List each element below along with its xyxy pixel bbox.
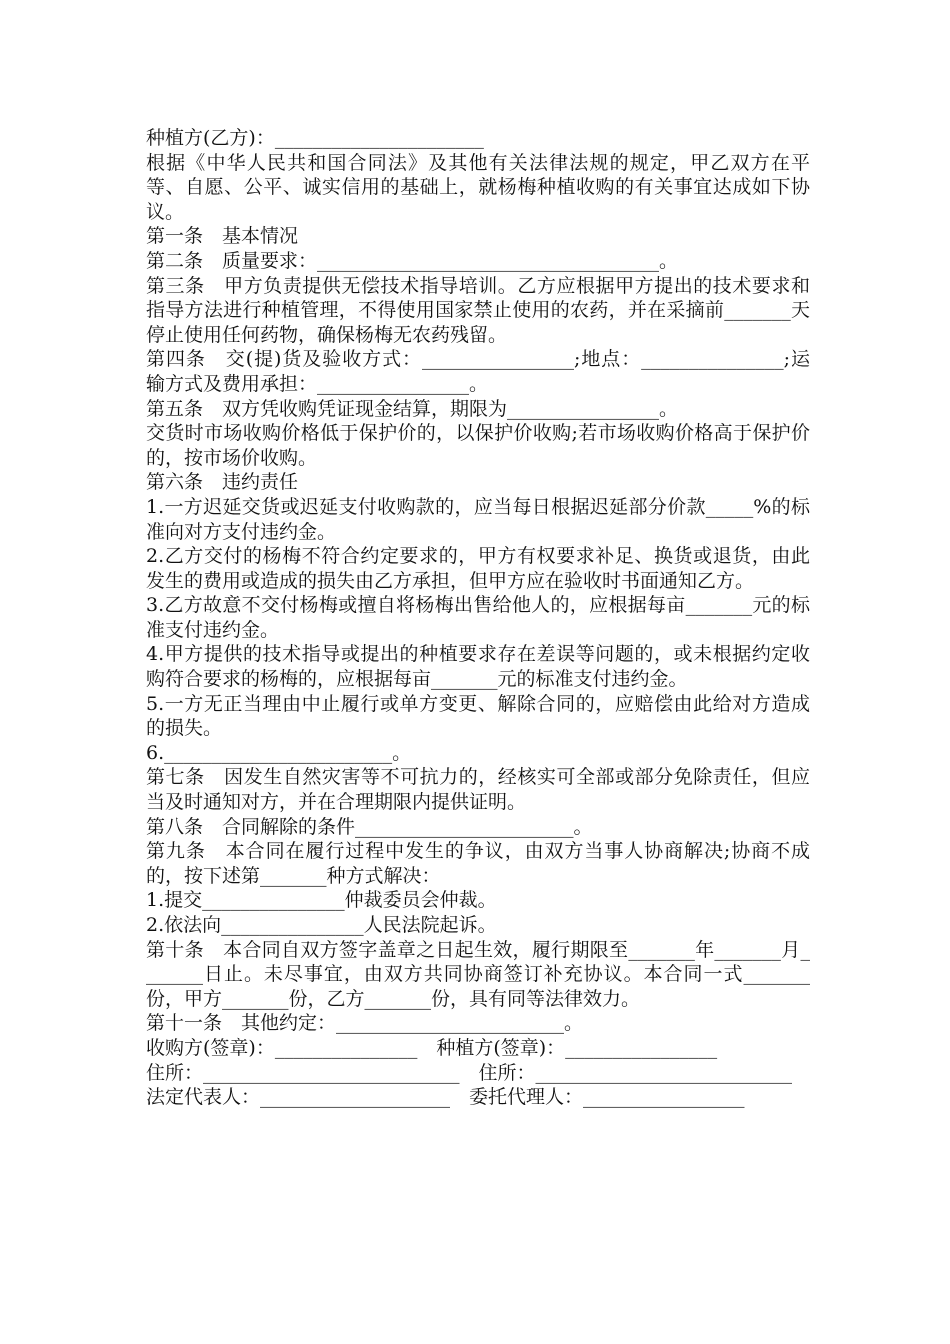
signature-line: 收购方(签章)：_______________ 种植方(签章)：________________: [146, 1036, 718, 1059]
dispute-option-1: 1.提交_______________仲裁委员会仲裁。: [146, 889, 497, 912]
liability-item-2: 2.乙方交付的杨梅不符合约定要求的，甲方有权要求补足、换货或退货，由此发生的费用或造成的损失由乙方承担，但甲方应在验收时书面通知乙方。: [146, 545, 810, 592]
representative-line: 法定代表人：____________________ 委托代理人：_________________: [146, 1086, 745, 1109]
article-11-paragraph: 第十一条 其他约定：________________________。: [146, 1012, 584, 1035]
party-b-line: 种植方(乙方)：______________________: [146, 127, 484, 149]
preamble-paragraph: 根据《中华人民共和国合同法》及其他有关法律法规的规定，甲乙双方在平等、自愿、公平、诚实信用的基础上，就杨梅种植收购的有关事宜达成如下协议。: [146, 151, 810, 223]
article-3-paragraph: 第三条 甲方负责提供无偿技术指导培训。乙方应根据甲方提出的技术要求和指导方法进行种植管理，不得使用国家禁止使用的农药，并在采摘前_______天停止使用任何药物，确保杨梅无农药残留。: [146, 274, 810, 346]
liability-item-6: 6.________________________。: [146, 741, 412, 764]
liability-item-5: 5.一方无正当理由中止履行或单方变更、解除合同的，应赔偿由此给对方造成的损失。: [146, 692, 810, 740]
liability-item-1: 1.一方迟延交货或迟延支付收购款的，应当每日根据迟延部分价款_____%的标准向对方支付违约金。: [146, 495, 810, 543]
article-10-paragraph: 第十条 本合同自双方签字盖章之日起生效，履行期限至_______年_______月_______日止。未尽事宜，由双方共同协商签订补充协议。本合同一式_______份，甲方_______份，乙方_______份，具有同等法律效力。: [146, 938, 810, 1010]
article-9-paragraph: 第九条 本合同在履行过程中发生的争议，由双方当事人协商解决;协商不成的，按下述第_______种方式解决：: [146, 840, 810, 887]
article-1-heading: 第一条 基本情况: [146, 225, 299, 248]
article-2-paragraph: 第二条 质量要求：____________________________________。: [146, 249, 679, 272]
article-4-paragraph: 第四条 交(提)货及验收方式：________________;地点：_______________;运输方式及费用承担：________________。: [146, 348, 810, 395]
price-protection-paragraph: 交货时市场收购价格低于保护价的，以保护价收购;若市场收购价格高于保护价的，按市场价收购。: [146, 422, 810, 469]
liability-item-4: 4.甲方提供的技术指导或提出的种植要求存在差误等问题的，或未根据约定收购符合要求的杨梅的，应根据每亩_______元的标准支付违约金。: [146, 643, 810, 691]
dispute-option-2: 2.依法向_______________人民法院起诉。: [146, 914, 497, 936]
liability-item-3: 3.乙方故意不交付杨梅或擅自将杨梅出售给他人的，应根据每亩_______元的标准支付违约金。: [146, 594, 810, 641]
contract-body: [146, 126, 810, 1110]
article-5-paragraph: 第五条 双方凭收购凭证现金结算，期限为________________。: [146, 397, 679, 420]
address-line: 住所：___________________________ 住所：___________________________: [146, 1061, 793, 1084]
article-7-paragraph: 第七条 因发生自然灾害等不可抗力的，经核实可全部或部分免除责任，但应当及时通知对方，并在合理期限内提供证明。: [146, 766, 810, 814]
article-6-heading: 第六条 违约责任: [146, 471, 299, 494]
article-8-paragraph: 第八条 合同解除的条件_______________________。: [146, 815, 593, 838]
